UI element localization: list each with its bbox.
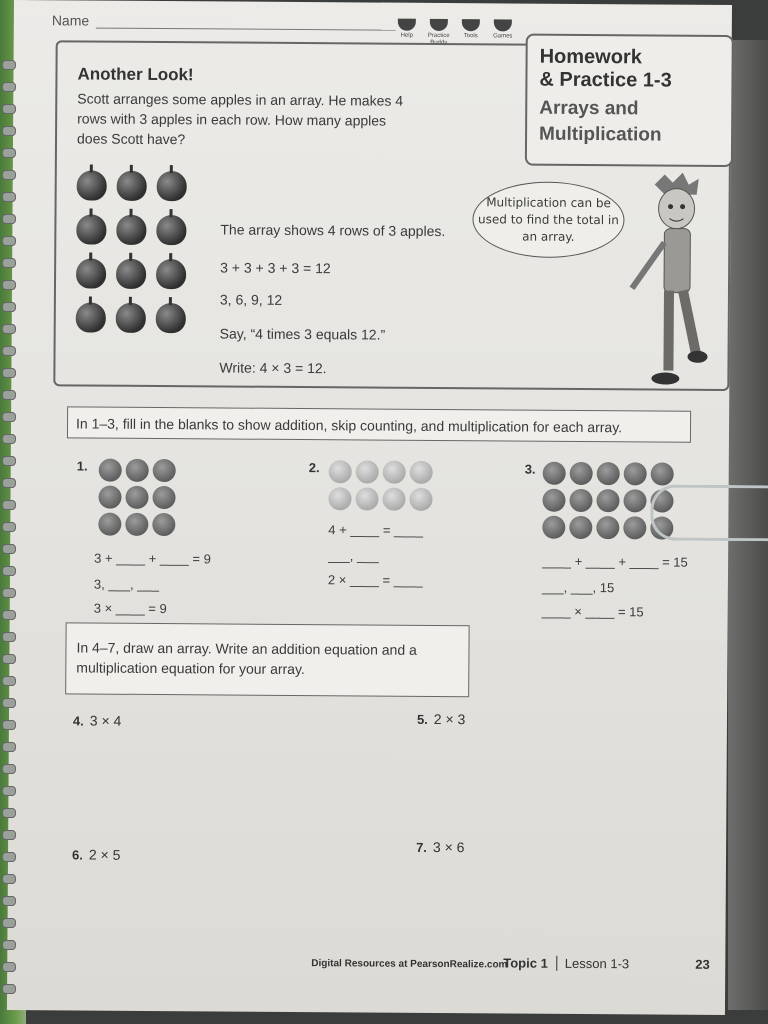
practice-buddy-icon: Practice Buddy (426, 19, 452, 61)
spiral-ring (2, 764, 16, 774)
spiral-ring (2, 412, 16, 422)
spiral-ring (2, 610, 16, 620)
help-icon: Help (394, 19, 420, 61)
badge-subtitle-line2: Multiplication (539, 123, 662, 146)
array-dot (152, 513, 175, 536)
task-4: 4. 3 × 4 (72, 712, 122, 729)
section1-instruction: In 1–3, fill in the blanks to show addition, skip counting, and multiplication for each array. (67, 406, 691, 442)
array-dot (383, 461, 406, 484)
apple-icon (76, 214, 106, 244)
explanation-line-5: Write: 4 × 3 = 12. (219, 359, 327, 377)
spiral-ring (2, 698, 16, 708)
spiral-ring (2, 302, 16, 312)
problem-1-number: 1. (76, 458, 88, 474)
problem-2-number: 2. (308, 460, 320, 476)
spiral-ring (2, 126, 16, 136)
explanation-line-1: The array shows 4 rows of 3 apples. (220, 221, 446, 240)
array-dot (382, 488, 405, 511)
explanation-line-4: Say, “4 times 3 equals 12.” (219, 325, 386, 343)
explanation-line-3: 3, 6, 9, 12 (219, 291, 283, 308)
apple-icon (156, 303, 186, 333)
apple-array (76, 170, 207, 333)
spiral-ring (2, 82, 16, 92)
spiral-ring (2, 192, 16, 202)
problem-1-array (98, 459, 176, 537)
problem-1-multiplication: 3 × ____ = 9 (93, 600, 167, 617)
array-dot (98, 486, 121, 509)
apple-icon (77, 170, 107, 200)
task-5: 5. 2 × 3 (416, 710, 466, 728)
spiral-ring (2, 566, 16, 576)
spiral-ring (2, 148, 16, 158)
problem-2-multiplication: 2 × ____ = ____ (327, 572, 423, 588)
spiral-ring (2, 742, 16, 752)
another-look-problem: Scott arranges some apples in an array. He makes 4 rows with 3 apples in each row. How many apples does Scott have? (76, 90, 404, 148)
name-label: Name (51, 12, 90, 29)
spiral-ring (2, 984, 16, 994)
spiral-ring (2, 104, 16, 114)
badge-title-line2: & Practice 1-3 (539, 68, 672, 92)
spiral-ring (2, 456, 16, 466)
spiral-ring (2, 478, 16, 488)
array-dot (153, 459, 176, 482)
footer-topic-lesson: Topic 1 Lesson 1-3 (503, 955, 630, 972)
spiral-ring (2, 236, 16, 246)
array-dot (624, 462, 647, 485)
problem-1-skip-count: 3, ___, ___ (93, 576, 160, 593)
spiral-ring (2, 60, 16, 70)
paper-clip (650, 484, 768, 541)
problem-1-addition: 3 + ____ + ____ = 9 (94, 550, 211, 567)
task-6: 6. 2 × 5 (71, 846, 121, 863)
games-icon: Games (490, 19, 516, 61)
array-dot (542, 489, 565, 512)
array-dot (409, 488, 432, 511)
spiral-ring (2, 874, 16, 884)
array-dot (152, 486, 175, 509)
spiral-ring (2, 522, 16, 532)
spiral-ring (2, 390, 16, 400)
array-dot (570, 462, 593, 485)
problem-3-multiplication: ____ × ____ = 15 (541, 603, 644, 620)
problem-3-skip-count: ___, ___, 15 (541, 579, 615, 596)
array-dot (328, 487, 351, 510)
array-dot (623, 489, 646, 512)
array-dot (99, 459, 122, 482)
spiral-ring (2, 962, 16, 972)
speech-bubble: Multiplication can be used to find the total in an array. (472, 181, 625, 258)
array-dot (125, 513, 148, 536)
apple-icon (156, 259, 186, 289)
spiral-ring (2, 808, 16, 818)
task-7: 7. 3 × 6 (416, 838, 465, 856)
array-dot (623, 516, 646, 539)
spiral-ring (2, 632, 16, 642)
badge-subtitle-line1: Arrays and (539, 97, 639, 120)
spiral-ring (2, 588, 16, 598)
apple-icon (157, 171, 187, 201)
apple-icon (156, 215, 186, 245)
array-dot (355, 487, 378, 510)
spiral-ring (2, 918, 16, 928)
array-dot (125, 486, 148, 509)
apple-icon (116, 303, 146, 333)
problem-2-addition: 4 + ____ = ____ (328, 522, 424, 538)
spiral-ring (2, 280, 16, 290)
spiral-ring (2, 368, 16, 378)
spiral-ring (2, 654, 16, 664)
problem-2-skip-count: ___, ___ (328, 548, 379, 564)
spiral-ring (2, 258, 16, 268)
array-dot (651, 462, 674, 485)
spiral-ring (2, 786, 16, 796)
homework-badge (525, 34, 734, 167)
spiral-ring (2, 500, 16, 510)
spiral-ring (2, 852, 16, 862)
problem-2-array (328, 460, 432, 511)
array-dot (597, 462, 620, 485)
array-dot (569, 489, 592, 512)
spiral-ring (2, 896, 16, 906)
footer-digital-resources: Digital Resources at PearsonRealize.com (311, 958, 508, 971)
worksheet-page (7, 0, 732, 1015)
spiral-ring (2, 346, 16, 356)
array-dot (329, 460, 352, 483)
spiral-ring (2, 544, 16, 554)
array-dot (356, 460, 379, 483)
array-dot (596, 516, 619, 539)
apple-icon (116, 215, 146, 245)
problem-3-number: 3. (524, 461, 536, 477)
spiral-ring (2, 214, 16, 224)
explanation-line-2: 3 + 3 + 3 + 3 = 12 (220, 259, 331, 277)
section2-instruction: In 4–7, draw an array. Write an addition equation and a multiplication equation for your array. (65, 622, 469, 697)
problem-3-addition: ____ + ____ + ____ = 15 (542, 553, 688, 570)
apple-icon (76, 258, 106, 288)
spiral-ring (2, 434, 16, 444)
badge-title-line1: Homework (539, 45, 642, 69)
name-line (96, 28, 396, 31)
spiral-ring (2, 720, 16, 730)
spiral-ring (2, 940, 16, 950)
apple-icon (117, 171, 147, 201)
spiral-ring (2, 170, 16, 180)
cartoon-boy-illustration (623, 172, 721, 393)
array-dot (569, 516, 592, 539)
array-dot (543, 462, 566, 485)
spiral-ring (2, 324, 16, 334)
array-dot (596, 489, 619, 512)
array-dot (542, 516, 565, 539)
tools-icon: Tools (458, 19, 484, 61)
spiral-ring (2, 676, 16, 686)
apple-icon (116, 259, 146, 289)
array-dot (410, 461, 433, 484)
array-dot (126, 459, 149, 482)
apple-icon (76, 302, 106, 332)
array-dot (98, 513, 121, 536)
spiral-ring (2, 830, 16, 840)
footer-page-number: 23 (695, 956, 710, 972)
another-look-title: Another Look! (77, 64, 194, 85)
